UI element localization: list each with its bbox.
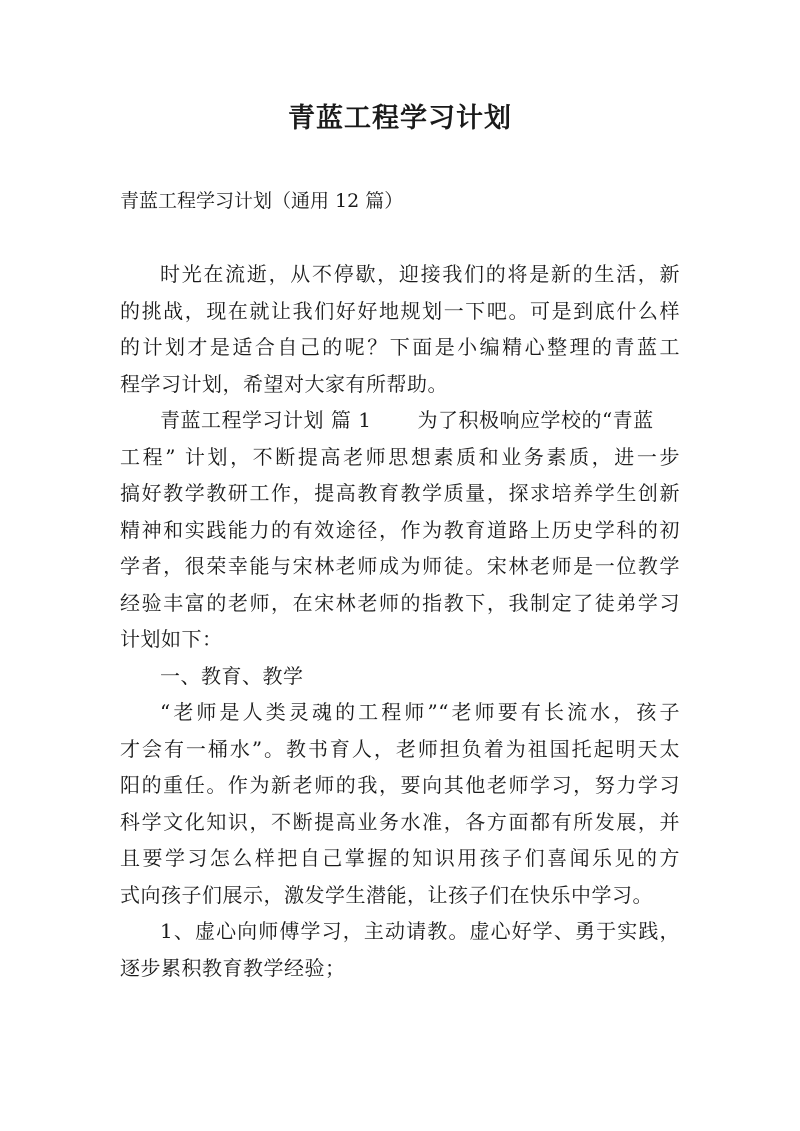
document-subtitle: 青蓝工程学习计划（通用 12 篇） bbox=[120, 190, 404, 212]
chapter-lead-text: 为了积极响应学校的“青蓝 bbox=[417, 408, 654, 432]
chapter-heading-line bbox=[120, 402, 680, 439]
text-line: 学者，很荣幸能与宋林老师成为师徒。宋林老师是一位教学 bbox=[120, 554, 680, 578]
text-line: 逐步累积教育教学经验； bbox=[120, 955, 346, 980]
text-line: 式向孩子们展示，激发学生潜能，让孩子们在快乐中学习。 bbox=[120, 882, 653, 907]
text-line: “老师是人类灵魂的工程师”“老师要有长流水，孩子 bbox=[160, 700, 680, 724]
list-item-line: 1、虚心向师傅学习，主动请教。虚心好学、勇于实践， bbox=[160, 919, 680, 943]
text-line: 精神和实践能力的有效途径，作为教育道路上历史学科的初 bbox=[120, 517, 680, 542]
text-line: 工程” 计划，不断提高老师思想素质和业务素质，进一步 bbox=[120, 444, 680, 469]
text-line: 的计划才是适合自己的呢？下面是小编精心整理的青蓝工 bbox=[120, 335, 680, 359]
text-line: 时光在流逝，从不停歇，迎接我们的将是新的生活，新 bbox=[160, 262, 680, 286]
document-title: 青蓝工程学习计划 bbox=[288, 103, 512, 134]
text-line: 科学文化知识，不断提高业务水准，各方面都有所发展，并 bbox=[120, 809, 680, 834]
text-line: 经验丰富的老师，在宋林老师的指教下，我制定了徒弟学习 bbox=[120, 590, 680, 615]
text-line: 且要学习怎么样把自己掌握的知识用孩子们喜闻乐见的方 bbox=[120, 846, 680, 870]
text-line: 计划如下： bbox=[120, 627, 223, 651]
text-line: 搞好教学教研工作，提高教育教学质量，探求培养学生创新 bbox=[120, 481, 680, 505]
chapter-label: 青蓝工程学习计划 篇 1 bbox=[160, 408, 372, 432]
text-line: 的挑战，现在就让我们好好地规划一下吧。可是到底什么样 bbox=[120, 298, 680, 323]
document-body bbox=[120, 256, 680, 986]
text-line: 才会有一桶水”。教书育人，老师担负着为祖国托起明天太 bbox=[120, 736, 680, 761]
section-heading: 一、教育、教学 bbox=[160, 663, 304, 688]
text-line: 程学习计划，希望对大家有所帮助。 bbox=[120, 371, 448, 396]
text-line: 阳的重任。作为新老师的我，要向其他老师学习，努力学习 bbox=[120, 773, 680, 797]
